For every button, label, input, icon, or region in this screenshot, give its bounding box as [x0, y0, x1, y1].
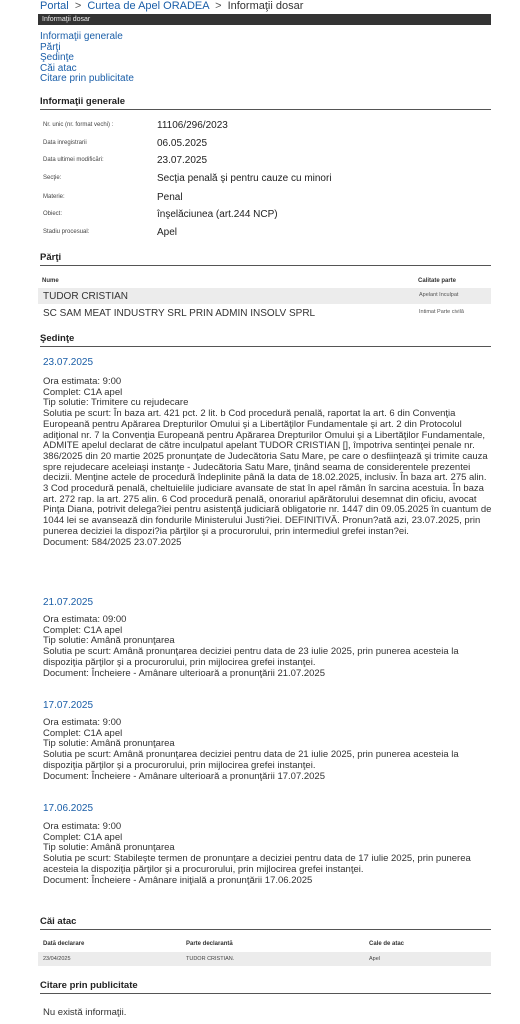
breadcrumb-portal-link[interactable]: Portal — [40, 0, 69, 12]
field-label: Stadiu procesual: — [43, 229, 90, 235]
field-label: Nr. unic (nr. format vechi) : — [43, 122, 114, 128]
party-role: Apelant Inculpat — [419, 292, 459, 298]
field-label: Data inregistrarii — [43, 140, 87, 146]
citare-heading: Citare prin publicitate — [40, 980, 491, 994]
cai-atac-heading: Căi atac — [40, 916, 491, 930]
nav-link-parti[interactable]: Părţi — [40, 41, 61, 53]
party-name: TUDOR CRISTIAN — [43, 291, 128, 302]
breadcrumb — [40, 0, 303, 12]
citare-empty-message: Nu există informaţii. — [43, 1007, 127, 1018]
session-summary: Solutia pe scurt: Amână pronunţarea deciziei pentru data de 23 iulie 2025, prin punerea acesteia la dispoziţia părţilor şi a procurorului, prin mijlocirea grefei instanţei. — [43, 646, 459, 668]
session-time: Ora estimata: 9:00 — [43, 821, 122, 832]
session-panel: Complet: C1A apel — [43, 624, 123, 636]
section-nav — [40, 32, 134, 85]
nav-link-sedinte[interactable]: Şedinţe — [40, 52, 74, 64]
session-document: Document: Încheiere - Amânare ulterioară a pronunţării 21.07.2025 — [43, 667, 326, 679]
session-details — [43, 377, 493, 548]
breadcrumb-separator: > — [215, 0, 222, 12]
session-time: Ora estimata: 09:00 — [43, 614, 127, 625]
table-row — [38, 952, 491, 966]
field-value: Penal — [157, 192, 183, 203]
title-bar: Informaţii dosar — [38, 14, 491, 25]
breadcrumb-court-link[interactable]: Curtea de Apel ORADEA — [87, 0, 209, 12]
session-summary: Solutia pe scurt: Amână pronunţarea deciziei pentru data de 21 iulie 2025, prin punerea acesteia la dispoziţia părţilor şi a procurorului, prin mijlocirea grefei instanţei. — [43, 749, 459, 771]
session-panel: Complet: C1A apel — [43, 386, 123, 398]
party-name: SC SAM MEAT INDUSTRY SRL PRIN ADMIN INSOLV SPRL — [43, 308, 316, 319]
field-value: Secţia penală şi pentru cauze cu minori — [157, 173, 332, 184]
cai-atac-column-type: Cale de atac — [369, 941, 405, 947]
field-label: Secţie: — [43, 175, 62, 181]
field-value: înşelăciunea (art.244 NCP) — [157, 209, 278, 220]
parti-column-name: Nume — [42, 278, 59, 284]
session-document: Document: Încheiere - Amânare ulterioară a pronunţării 17.07.2025 — [43, 770, 326, 782]
session-date: 21.07.2025 — [43, 597, 94, 608]
session-document: Document: 584/2025 23.07.2025 — [43, 536, 182, 548]
breadcrumb-current: Informaţii dosar — [227, 0, 304, 12]
field-label: Materie: — [43, 194, 65, 200]
session-solution-type: Tip solutie: Amână pronunţarea — [43, 635, 175, 647]
session-panel: Complet: C1A apel — [43, 727, 123, 739]
session-details — [43, 615, 493, 679]
session-date: 17.07.2025 — [43, 700, 94, 711]
session-summary: Solutia pe scurt: Stabileşte termen de pronunţare a deciziei pentru data de 17 iulie 2025, prin punerea acesteia la dispoziţia părţilor şi a procurorului, prin mijlocirea grefei instanţei. — [43, 853, 471, 875]
session-details — [43, 718, 493, 782]
appeal-party: TUDOR CRISTIAN. — [186, 956, 235, 962]
party-role: Intimat Parte civilă — [419, 309, 464, 315]
session-time: Ora estimata: 9:00 — [43, 717, 122, 728]
session-date: 23.07.2025 — [43, 357, 94, 368]
sedinte-heading: Şedinţe — [40, 333, 491, 347]
general-heading: Informaţii generale — [40, 96, 491, 110]
field-value: Apel — [157, 227, 178, 238]
session-date: 17.06.2025 — [43, 803, 94, 814]
session-details — [43, 822, 493, 886]
nav-link-citare[interactable]: Citare prin publicitate — [40, 73, 134, 85]
parti-heading: Părţi — [40, 252, 491, 266]
nav-link-cai-atac[interactable]: Căi atac — [40, 62, 77, 74]
field-value: 11106/296/2023 — [157, 120, 228, 131]
appeal-date: 23/04/2025 — [43, 956, 71, 962]
field-label: Obiect: — [43, 211, 63, 217]
cai-atac-column-party: Parte declarantă — [186, 941, 233, 947]
field-label: Data ultimei modificări: — [43, 157, 104, 163]
session-time: Ora estimata: 9:00 — [43, 376, 122, 387]
session-solution-type: Tip solutie: Amână pronunţarea — [43, 842, 175, 854]
breadcrumb-separator: > — [74, 0, 82, 12]
nav-link-general[interactable]: Informaţii generale — [40, 31, 123, 42]
parti-column-role: Calitate parte — [418, 278, 457, 284]
appeal-type: Apel — [369, 956, 381, 962]
field-value: 06.05.2025 — [157, 138, 208, 149]
session-panel: Complet: C1A apel — [43, 831, 123, 843]
session-solution-type: Tip solutie: Amână pronunţarea — [43, 738, 175, 750]
cai-atac-column-date: Dată declarare — [43, 941, 85, 947]
field-value: 23.07.2025 — [157, 155, 208, 166]
session-document: Document: Încheiere - Amânare iniţială a pronunţării 17.06.2025 — [43, 874, 313, 886]
session-solution-type: Tip solutie: Trimitere cu rejudecare — [43, 397, 189, 409]
session-summary: Solutia pe scurt: În baza art. 421 pct. 2 lit. b Cod procedură penală, raportat la art. 6 din Convenţia Europeană pentru Apărarea Drepturilor Omului şi a Libertăţilor Fundamentale şi art. 2 din Protocolul adiţional nr. 7 la Convenţia Europeană pentru Apărarea Drepturilor Omului şi a Libertăţilor Fundamentale, ADMITE apelul declarat de către inculpatul apelant TUDOR CRISTIAN [], împotriva sentinţei penale nr. 386/2025 din 20 martie 2025 pronunţate de Judecătoria Satu Mare, pe care o desfiinţează şi trimite cauza spre rejudecare aceleiaşi instanţe - Judecătoria Satu Mare, ţinând seama de considerentele prezentei decizii. Menţine actele de procedură îndeplinite până la data de 18.02.2025, inclusiv. În baza art. 275 alin. 3 Cod procedură penală, cheltuielile judiciare avansate de stat în apel rămân în sarcina acestuia. În baza art. 272 rap. la art. 275 alin. 6 Cod procedură penală, onorariul apărătorului desemnat din oficiu, avocat Pinţa Diana, potrivit delega?iei pentru asistenţă judiciară obligatorie nr. 1447 din 09.05.2025 în cuantum de 1044 lei se avansează din fondurile Ministerului Justi?iei. DEFINITIVĂ. Pronun?ată azi, 23.07.2025, prin punerea deciziei la dispozi?ia părţilor şi a procurorului, prin intermediul grefei instan?ei. — [43, 408, 492, 537]
